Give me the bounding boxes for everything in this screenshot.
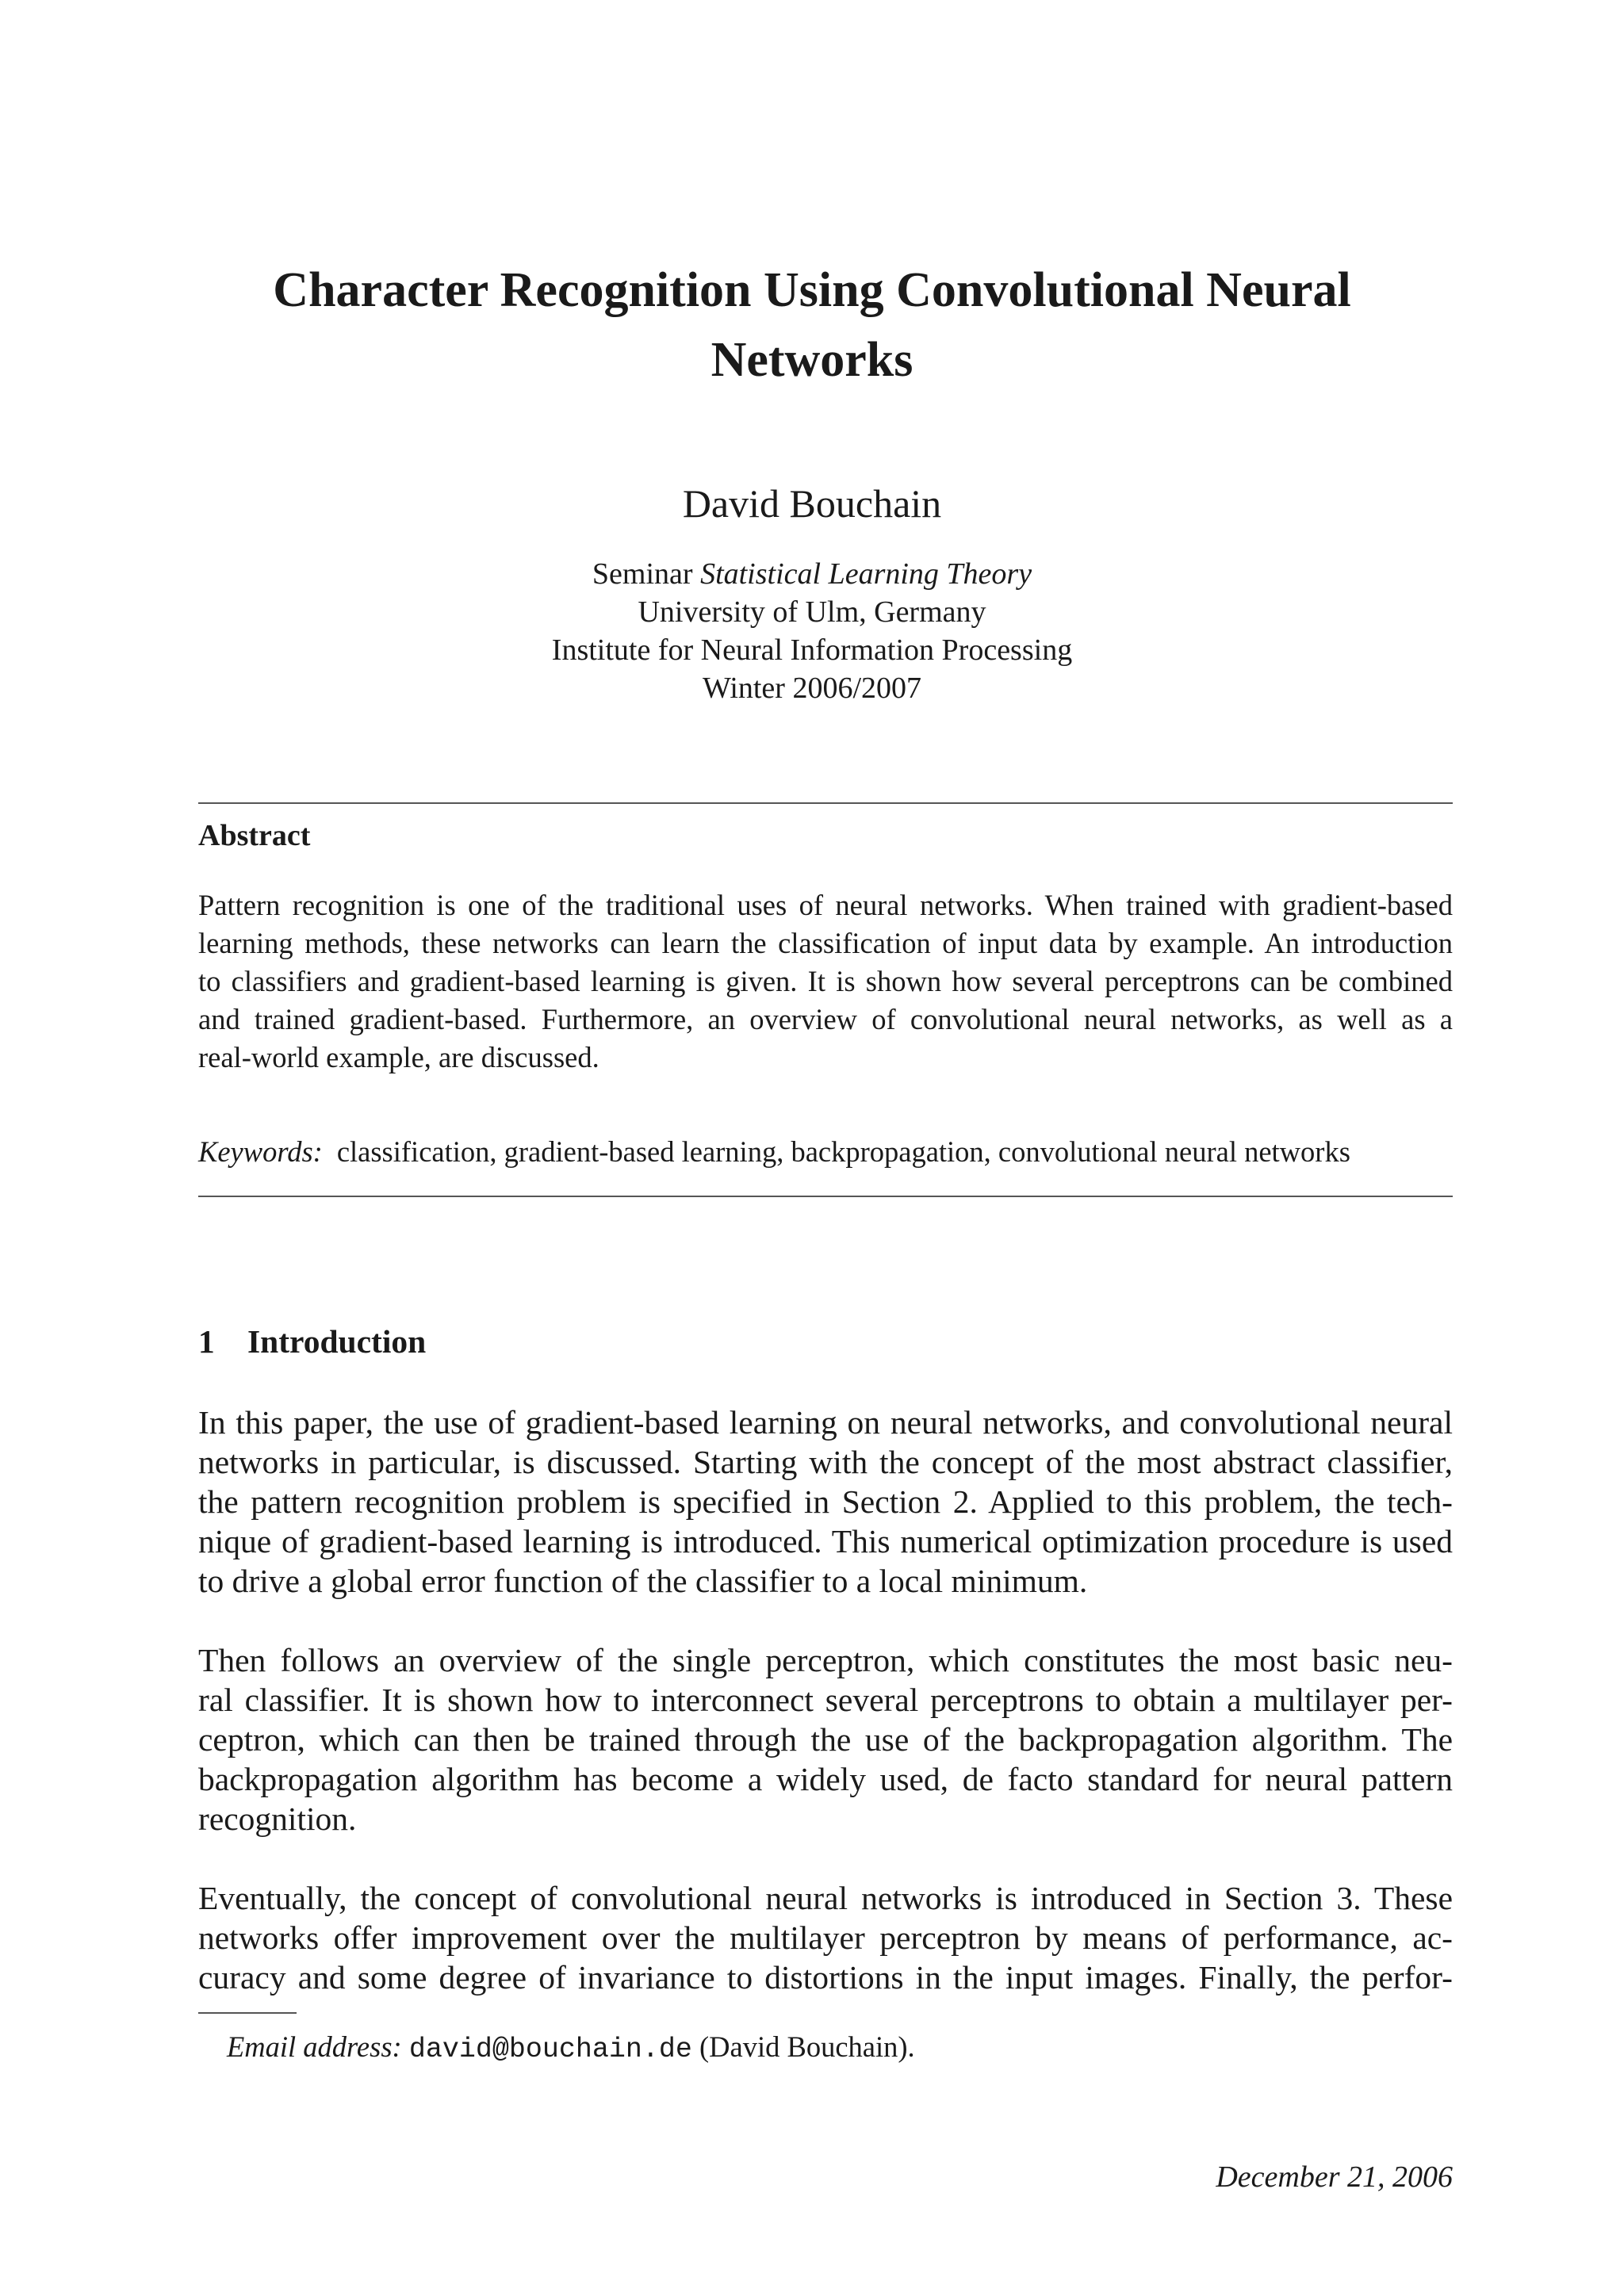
title-line-2: Networks xyxy=(710,333,914,387)
footnote-label: Email address: xyxy=(227,2030,402,2063)
section-heading xyxy=(198,1322,426,1360)
footnote xyxy=(227,2030,915,2065)
seminar-line xyxy=(238,555,1386,593)
abstract-heading: Abstract xyxy=(198,819,311,852)
paragraph-line: to drive a global error function of the classifier to a local minimum. xyxy=(198,1563,1088,1599)
abstract-line: real-world example, are discussed. xyxy=(198,1041,599,1073)
paragraph-line: ral classifier. It is shown how to interconnect several perceptrons to obtain a multilayer per- xyxy=(198,1682,1453,1718)
paragraph-line: ceptron, which can then be trained through the use of the backpropagation algorithm. The xyxy=(198,1721,1453,1758)
abstract-line: Pattern recognition is one of the traditional uses of neural networks. When trained with gradient-based xyxy=(198,889,1453,921)
keywords-text: classification, gradient-based learning, backpropagation, convolutional neural networks xyxy=(336,1135,1350,1168)
footnote-suffix: (David Bouchain). xyxy=(699,2030,915,2063)
seminar-name: Statistical Learning Theory xyxy=(700,557,1032,591)
paragraph-line: nique of gradient-based learning is introduced. This numerical optimization procedure is used xyxy=(198,1523,1453,1559)
keywords-line xyxy=(198,1133,1350,1171)
university-line: University of Ulm, Germany xyxy=(638,595,986,629)
paragraph-line: In this paper, the use of gradient-based learning on neural networks, and convolutional neural xyxy=(198,1404,1453,1441)
paragraph-line: networks in particular, is discussed. Starting with the concept of the most abstract classifier, xyxy=(198,1444,1453,1480)
footnote-rule xyxy=(198,2012,297,2014)
term-line: Winter 2006/2007 xyxy=(702,672,922,705)
paragraph-line: backpropagation algorithm has become a widely used, de facto standard for neural pattern xyxy=(198,1761,1453,1797)
section-title: Introduction xyxy=(247,1323,427,1360)
abstract-body xyxy=(198,886,1453,1077)
intro-paragraph-2 xyxy=(198,1640,1453,1839)
abstract-line: and trained gradient-based. Furthermore, an overview of convolutional neural networks, as well as a xyxy=(198,1003,1453,1035)
abstract-line: learning methods, these networks can learn the classification of input data by example. An introduction xyxy=(198,927,1453,959)
institute-line: Institute for Neural Information Processing xyxy=(551,633,1073,667)
abstract-line: to classifiers and gradient-based learning is given. It is shown how several perceptrons can be combined xyxy=(198,965,1453,997)
page-date: December 21, 2006 xyxy=(1216,2160,1453,2194)
paragraph-line: recognition. xyxy=(198,1800,357,1837)
section-number: 1 xyxy=(198,1323,215,1360)
intro-paragraph-1 xyxy=(198,1402,1453,1601)
seminar-prefix: Seminar xyxy=(592,557,693,591)
paper-title xyxy=(238,255,1386,395)
paragraph-line: curacy and some degree of invariance to distortions in the input images. Finally, the perfor- xyxy=(198,1959,1453,1996)
keywords-label: Keywords: xyxy=(198,1135,323,1168)
author-name: David Bouchain xyxy=(682,481,942,526)
abstract-top-rule xyxy=(198,802,1453,804)
title-line-1: Character Recognition Using Convolutional Neural xyxy=(273,263,1351,317)
intro-paragraph-3 xyxy=(198,1878,1453,1997)
abstract-bottom-rule xyxy=(198,1196,1453,1197)
paragraph-line: Eventually, the concept of convolutional neural networks is introduced in Section 3. These xyxy=(198,1880,1453,1916)
paragraph-line: the pattern recognition problem is specified in Section 2. Applied to this problem, the tech- xyxy=(198,1483,1453,1520)
paragraph-line: networks offer improvement over the multilayer perceptron by means of performance, ac- xyxy=(198,1919,1453,1956)
paragraph-line: Then follows an overview of the single perceptron, which constitutes the most basic neu- xyxy=(198,1642,1453,1678)
email-address[interactable]: david@bouchain.de xyxy=(408,2034,692,2065)
affiliation-block xyxy=(238,555,1386,707)
